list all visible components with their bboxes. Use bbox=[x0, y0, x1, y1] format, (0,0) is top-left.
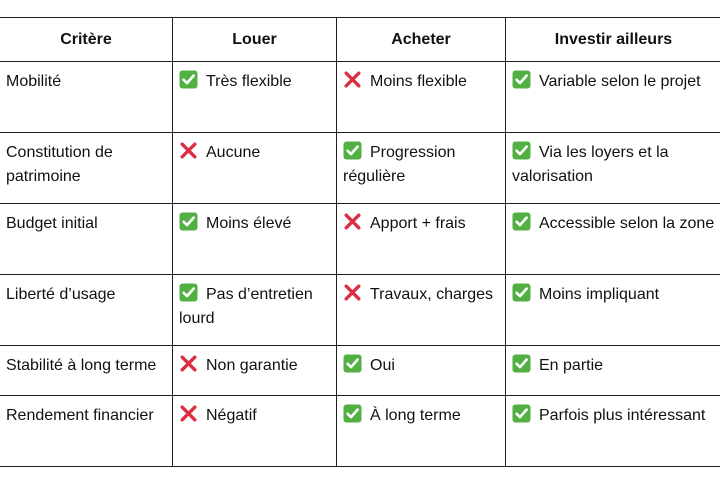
cell-text: Aucune bbox=[206, 144, 261, 161]
table-row bbox=[0, 396, 720, 467]
cell-text: Pas d’entretien lourd bbox=[179, 286, 313, 327]
check-mark-icon bbox=[343, 404, 362, 423]
check-mark-icon bbox=[512, 70, 531, 89]
check-mark-icon bbox=[512, 141, 531, 160]
cross-mark-icon bbox=[179, 404, 198, 423]
table-row bbox=[0, 62, 720, 133]
option-cell bbox=[173, 346, 337, 396]
cell-text: Non garantie bbox=[206, 357, 298, 374]
check-mark-icon bbox=[179, 70, 198, 89]
check-mark-icon bbox=[343, 141, 362, 160]
cell-text: En partie bbox=[539, 357, 604, 374]
criterion-cell: Mobilité bbox=[0, 62, 173, 133]
check-mark-icon bbox=[343, 354, 362, 373]
check-mark-icon bbox=[512, 404, 531, 423]
option-cell bbox=[506, 62, 720, 133]
cell-text: Moins élevé bbox=[206, 215, 292, 232]
check-mark-icon bbox=[179, 212, 198, 231]
table-row bbox=[0, 133, 720, 204]
option-cell bbox=[173, 275, 337, 346]
criterion-cell: Liberté d’usage bbox=[0, 275, 173, 346]
cell-text: Progression régulière bbox=[343, 144, 456, 185]
option-cell bbox=[506, 204, 720, 275]
criterion-cell: Stabilité à long terme bbox=[0, 346, 173, 396]
cell-text: Moins flexible bbox=[370, 73, 467, 90]
cell-text: Moins impliquant bbox=[539, 286, 660, 303]
option-cell bbox=[337, 204, 506, 275]
header-louer: Louer bbox=[173, 18, 337, 62]
cell-text: Très flexible bbox=[206, 73, 292, 90]
check-mark-icon bbox=[512, 212, 531, 231]
cell-text: Travaux, charges bbox=[370, 286, 494, 303]
option-cell bbox=[173, 204, 337, 275]
header-acheter: Acheter bbox=[337, 18, 506, 62]
option-cell bbox=[506, 346, 720, 396]
cross-mark-icon bbox=[179, 141, 198, 160]
cross-mark-icon bbox=[343, 283, 362, 302]
cell-text: Accessible selon la zone bbox=[539, 215, 715, 232]
header-row bbox=[0, 18, 720, 62]
option-cell bbox=[173, 133, 337, 204]
check-mark-icon bbox=[512, 354, 531, 373]
option-cell bbox=[337, 133, 506, 204]
cell-text: Oui bbox=[370, 357, 395, 374]
option-cell bbox=[506, 275, 720, 346]
criterion-cell: Rendement financier bbox=[0, 396, 173, 467]
option-cell bbox=[173, 396, 337, 467]
check-mark-icon bbox=[179, 283, 198, 302]
option-cell bbox=[337, 396, 506, 467]
cell-text: Variable selon le projet bbox=[539, 73, 701, 90]
check-mark-icon bbox=[512, 283, 531, 302]
cell-text: Via les loyers et la valorisation bbox=[512, 144, 669, 185]
option-cell bbox=[506, 133, 720, 204]
comparison-table bbox=[0, 17, 720, 467]
criterion-cell: Constitution de patrimoine bbox=[0, 133, 173, 204]
header-criterion: Critère bbox=[0, 18, 173, 62]
option-cell bbox=[506, 396, 720, 467]
option-cell bbox=[337, 62, 506, 133]
cell-text: À long terme bbox=[370, 407, 461, 424]
cross-mark-icon bbox=[343, 70, 362, 89]
table-row bbox=[0, 204, 720, 275]
table-row bbox=[0, 346, 720, 396]
cross-mark-icon bbox=[343, 212, 362, 231]
option-cell bbox=[173, 62, 337, 133]
cell-text: Négatif bbox=[206, 407, 257, 424]
table-row bbox=[0, 275, 720, 346]
cross-mark-icon bbox=[179, 354, 198, 373]
header-investir-ailleurs: Investir ailleurs bbox=[506, 18, 720, 62]
option-cell bbox=[337, 275, 506, 346]
criterion-cell: Budget initial bbox=[0, 204, 173, 275]
cell-text: Apport + frais bbox=[370, 215, 466, 232]
cell-text: Parfois plus intéressant bbox=[539, 407, 706, 424]
option-cell bbox=[337, 346, 506, 396]
